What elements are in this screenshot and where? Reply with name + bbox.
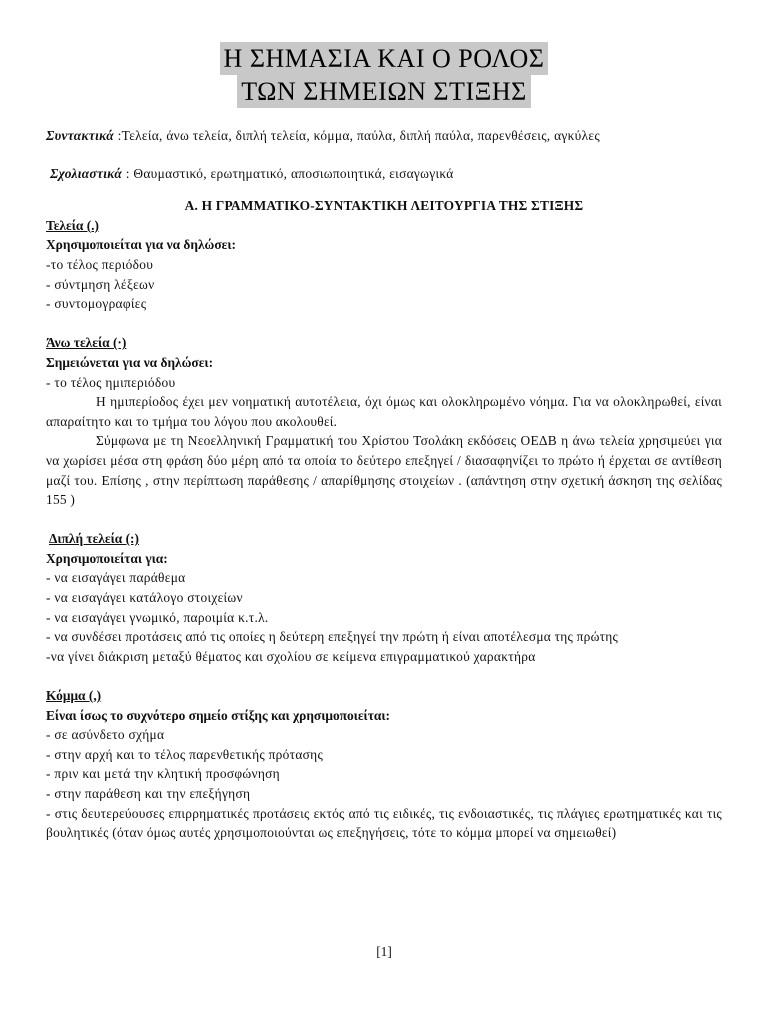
list-item: - στην παράθεση και την επεξήγηση bbox=[46, 786, 251, 801]
list-item: - να συνδέσει προτάσεις από τις οποίες η δεύτερη επεξηγεί την πρώτη ή είναι αποτέλεσμα της πρώτης bbox=[46, 629, 619, 645]
list-item: -το τέλος περιόδου bbox=[46, 256, 154, 272]
commentary-label: Σχολιαστικά bbox=[50, 165, 123, 181]
teleia-heading: Τελεία (.) bbox=[46, 217, 99, 233]
list-item: -να γίνει διάκριση μεταξύ θέματος και σχολίου σε κείμενα επιγραμματικού χαρακτήρα bbox=[46, 648, 536, 664]
section-title: Α. Η ΓΡΑΜΜΑΤΙΚΟ-ΣΥΝΤΑΚΤΙΚΗ ΛΕΙΤΟΥΡΓΙΑ ΤΗΣ ΣΤΙΞΗΣ bbox=[184, 198, 584, 214]
ano-teleia-heading: Άνω τελεία (·) bbox=[46, 335, 127, 351]
list-item: - σε ασύνδετο σχήμα bbox=[46, 727, 165, 743]
dipli-teleia-subheading: Χρησιμοποιείται για: bbox=[46, 550, 168, 566]
list-item: - να εισαγάγει γνωμικό, παροιμία κ.τ.λ. bbox=[46, 609, 269, 625]
list-item: - συντομογραφίες bbox=[46, 296, 147, 312]
syntactic-intro bbox=[46, 126, 722, 146]
list-item: - σύντμηση λέξεων bbox=[46, 276, 155, 292]
list-item: - το τέλος ημιπεριόδου bbox=[46, 374, 176, 390]
title-line-1: Η ΣΗΜΑΣΙΑ ΚΑΙ Ο ΡΟΛΟΣ bbox=[220, 42, 549, 75]
syntactic-text: :Τελεία, άνω τελεία, διπλή τελεία, κόμμα, παύλα, διπλή παύλα, παρενθέσεις, αγκύλες bbox=[113, 128, 600, 143]
ano-teleia-paragraph-2: Σύμφωνα με τη Νεοελληνική Γραμματική του Χρίστου Τσολάκη εκδόσεις ΟΕΔΒ η άνω τελεία χρησιμεύει για να χωρίσει μέσα στη φράση δύο μέρη από τα οποία το δεύτερο επεξηγεί / διασαφηνίζει το πρώτο ή έρχεται σε αντίθεση μαζί του. Επίσης , στην περίπτωση παράθεσης / απαρίθμησης στοιχείων . (απάντηση στην σχετική άσκηση της σελίδας 155 ) bbox=[46, 433, 722, 508]
page-number: [1] bbox=[376, 944, 392, 959]
komma-subheading: Είναι ίσως το συχνότερο σημείο στίξης και χρησιμοποιείται: bbox=[46, 707, 390, 723]
list-item: - πριν και μετά την κλητική προσφώνηση bbox=[46, 766, 280, 782]
commentary-text: : Θαυμαστικό, ερωτηματικό, αποσιωποιητικά, εισαγωγικά bbox=[122, 165, 454, 181]
dipli-teleia-heading: Διπλή τελεία (:) bbox=[49, 531, 139, 547]
syntactic-label: Συντακτικά bbox=[46, 128, 114, 143]
komma-heading: Κόμμα (,) bbox=[46, 688, 102, 704]
title-block bbox=[46, 42, 722, 108]
document-page bbox=[46, 42, 722, 843]
list-item: - να εισαγάγει κατάλογο στοιχείων bbox=[46, 590, 243, 606]
title-line-2: ΤΩΝ ΣΗΜΕΙΩΝ ΣΤΙΞΗΣ bbox=[237, 75, 530, 108]
list-item: - να εισαγάγει παράθεμα bbox=[46, 570, 186, 586]
ano-teleia-subheading: Σημειώνεται για να δηλώσει: bbox=[46, 354, 214, 370]
ano-teleia-paragraph-1: Η ημιπερίοδος έχει μεν νοηματική αυτοτέλεια, όχι όμως και ολοκληρωμένο νόημα. Για να ολοκληρωθεί, είναι απαραίτητο και το τμήμα του λόγου που ακολουθεί. bbox=[46, 394, 722, 429]
teleia-subheading: Χρησιμοποιείται για να δηλώσει: bbox=[46, 237, 236, 253]
commentary-intro bbox=[46, 164, 722, 184]
list-item: - στις δευτερεύουσες επιρρηματικές προτάσεις εκτός από τις ειδικές, τις ενδοιαστικές, τις πλάγιες ερωτηματικές και τις βουλητικές (όταν όμως αυτές χρησιμοποιούνται ως επεξηγήσεις, τότε το κόμμα μπορεί να σημειωθεί) bbox=[46, 805, 722, 841]
list-item: - στην αρχή και το τέλος παρενθετικής πρότασης bbox=[46, 746, 324, 762]
